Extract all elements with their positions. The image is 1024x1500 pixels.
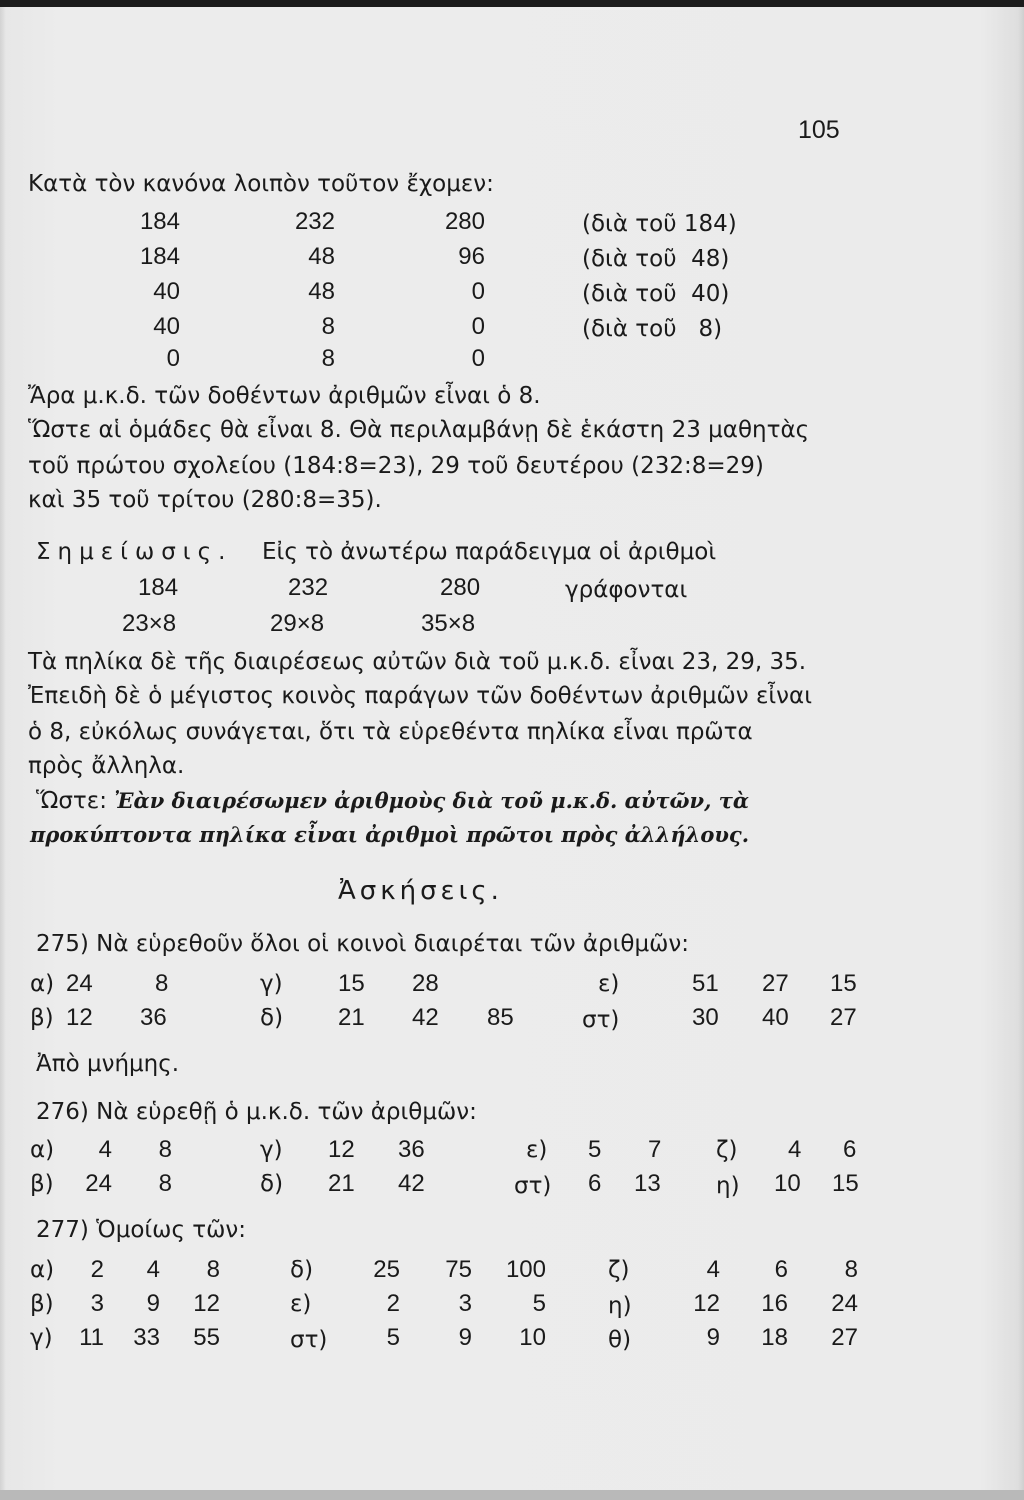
item-number: 18 xyxy=(761,1324,788,1351)
item-number: 27 xyxy=(831,1324,858,1351)
rule-prefix: Ὥστε: xyxy=(36,788,115,814)
item-number: 42 xyxy=(412,1004,439,1031)
exercise-275-title: 275) Νὰ εὑρεθοῦν ὅλοι οἱ κοινοὶ διαιρέται τῶν ἀριθμῶν: xyxy=(36,931,689,957)
item-label: στ) xyxy=(582,1007,620,1033)
item-number: 6 xyxy=(774,1256,788,1283)
remark-product: 35×8 xyxy=(421,610,476,637)
intro-line: Κατὰ τὸν κανόνα λοιπὸν τοῦτον ἔχομεν: xyxy=(28,171,494,197)
remark-number: 184 xyxy=(138,574,179,601)
item-label: α) xyxy=(30,971,55,997)
item-number: 12 xyxy=(328,1136,355,1163)
item-number: 10 xyxy=(774,1170,801,1197)
item-number: 51 xyxy=(692,970,719,997)
item-number: 9 xyxy=(706,1324,720,1351)
item-label: α) xyxy=(30,1137,55,1163)
scan-bottom-edge xyxy=(0,1490,1024,1500)
item-number: 12 xyxy=(66,1004,93,1031)
item-label: δ) xyxy=(290,1257,314,1283)
item-label: γ) xyxy=(260,1137,283,1163)
item-number: 4 xyxy=(98,1136,112,1163)
scan-top-edge xyxy=(0,0,1024,7)
item-label: στ) xyxy=(290,1327,328,1353)
exercise-276-title: 276) Νὰ εὑρεθῇ ὁ μ.κ.δ. τῶν ἀριθμῶν: xyxy=(36,1099,477,1125)
item-number: 4 xyxy=(706,1256,720,1283)
text-line: Ὥστε αἱ ὁμάδες θὰ εἶναι 8. Θὰ περιλαμβάνῃ δὲ ἑκάστη 23 μαθητὰς xyxy=(28,417,810,443)
item-number: 24 xyxy=(85,1170,112,1197)
item-number: 6 xyxy=(843,1136,857,1163)
text-line: Τὰ πηλίκα δὲ τῆς διαιρέσεως αὐτῶν διὰ τοῦ μ.κ.δ. εἶναι 23, 29, 35. xyxy=(28,649,807,675)
item-number: 30 xyxy=(692,1004,719,1031)
item-number: 42 xyxy=(398,1170,425,1197)
item-number: 21 xyxy=(328,1170,355,1197)
item-label: β) xyxy=(30,1171,54,1197)
item-label: στ) xyxy=(514,1173,552,1199)
item-number: 36 xyxy=(140,1004,167,1031)
remark-note: γράφονται xyxy=(565,577,688,603)
item-number: 15 xyxy=(832,1170,859,1197)
item-number: 21 xyxy=(338,1004,365,1031)
table-note: (διὰ τοῦ 8) xyxy=(582,316,723,342)
page-number: 105 xyxy=(798,116,840,144)
item-number: 28 xyxy=(412,970,439,997)
item-label: β) xyxy=(30,1291,54,1317)
rule-text: Ἐὰν διαιρέσωμεν ἀριθμοὺς διὰ τοῦ μ.κ.δ. αὐτῶν, τὰ xyxy=(114,788,750,813)
table-cell: 0 xyxy=(471,313,485,340)
item-number: 3 xyxy=(458,1290,472,1317)
table-cell: 184 xyxy=(139,243,180,270)
item-number: 55 xyxy=(193,1324,220,1351)
rule-line-2: προκύπτοντα πηλίκα εἶναι ἀριθμοὶ πρῶτοι πρὸς ἀλλήλους. xyxy=(30,822,750,847)
remark-text: Εἰς τὸ ἀνωτέρω παράδειγμα οἱ ἀριθμοὶ xyxy=(262,539,717,565)
table-cell: 232 xyxy=(294,208,335,235)
item-number: 27 xyxy=(830,1004,857,1031)
item-label: γ) xyxy=(260,971,283,997)
item-number: 33 xyxy=(133,1324,160,1351)
item-number: 40 xyxy=(762,1004,789,1031)
item-label: ε) xyxy=(526,1137,548,1163)
text-line: πρὸς ἄλληλα. xyxy=(28,753,185,779)
text-line: Ἐπειδὴ δὲ ὁ μέγιστος κοινὸς παράγων τῶν δοθέντων ἀριθμῶν εἶναι xyxy=(28,683,812,709)
text-line: τοῦ πρώτου σχολείου (184:8=23), 29 τοῦ δευτέρου (232:8=29) xyxy=(28,453,764,479)
item-number: 8 xyxy=(206,1256,220,1283)
item-number: 10 xyxy=(519,1324,546,1351)
item-number: 24 xyxy=(66,970,93,997)
table-cell: 184 xyxy=(139,208,180,235)
item-label: γ) xyxy=(30,1325,53,1351)
item-number: 9 xyxy=(458,1324,472,1351)
table-cell: 0 xyxy=(471,345,485,372)
table-cell: 280 xyxy=(444,208,485,235)
item-label: α) xyxy=(30,1257,55,1283)
item-number: 5 xyxy=(532,1290,546,1317)
item-number: 9 xyxy=(146,1290,160,1317)
item-label: δ) xyxy=(260,1005,284,1031)
exercises-heading: Ἀσκήσεις. xyxy=(338,876,503,906)
table-cell: 48 xyxy=(308,278,335,305)
item-label: δ) xyxy=(260,1171,284,1197)
table-cell: 8 xyxy=(321,345,335,372)
item-label: η) xyxy=(716,1173,740,1199)
item-number: 13 xyxy=(634,1170,661,1197)
item-number: 12 xyxy=(193,1290,220,1317)
item-label: β) xyxy=(30,1005,54,1031)
item-number: 2 xyxy=(90,1256,104,1283)
remark-product: 29×8 xyxy=(270,610,325,637)
item-number: 75 xyxy=(445,1256,472,1283)
item-label: η) xyxy=(608,1293,632,1319)
item-number: 8 xyxy=(158,1136,172,1163)
table-cell: 96 xyxy=(458,243,485,270)
item-label: ζ) xyxy=(608,1257,630,1283)
item-number: 4 xyxy=(788,1136,802,1163)
item-number: 4 xyxy=(146,1256,160,1283)
item-number: 11 xyxy=(79,1324,104,1351)
item-number: 3 xyxy=(90,1290,104,1317)
item-label: ζ) xyxy=(716,1137,738,1163)
item-number: 27 xyxy=(762,970,789,997)
remark-label: Σημείωσις. xyxy=(36,539,233,565)
item-number: 8 xyxy=(155,970,169,997)
exercise-277-title: 277) Ὁμοίως τῶν: xyxy=(36,1217,246,1243)
item-number: 15 xyxy=(830,970,857,997)
item-number: 15 xyxy=(338,970,365,997)
item-number: 100 xyxy=(505,1256,546,1283)
item-number: 8 xyxy=(844,1256,858,1283)
text-line: ὁ 8, εὐκόλως συνάγεται, ὅτι τὰ εὑρεθέντα πηλίκα εἶναι πρῶτα xyxy=(28,719,753,745)
item-number: 24 xyxy=(831,1290,858,1317)
table-cell: 40 xyxy=(153,278,180,305)
item-number: 85 xyxy=(487,1004,514,1031)
item-label: θ) xyxy=(608,1327,632,1353)
item-label: ε) xyxy=(598,971,620,997)
item-number: 12 xyxy=(693,1290,720,1317)
item-number: 25 xyxy=(373,1256,400,1283)
table-cell: 0 xyxy=(471,278,485,305)
item-number: 7 xyxy=(648,1136,662,1163)
text-line: Ἄρα μ.κ.δ. τῶν δοθέντων ἀριθμῶν εἶναι ὁ 8. xyxy=(28,383,541,409)
item-number: 5 xyxy=(588,1136,602,1163)
table-note: (διὰ τοῦ 40) xyxy=(582,281,730,307)
item-number: 5 xyxy=(386,1324,400,1351)
text-line: καὶ 35 τοῦ τρίτου (280:8=35). xyxy=(28,487,382,513)
remark-number: 232 xyxy=(288,574,329,601)
item-number: 36 xyxy=(398,1136,425,1163)
table-cell: 8 xyxy=(321,313,335,340)
item-label: ε) xyxy=(290,1291,312,1317)
remark-product: 23×8 xyxy=(122,610,177,637)
item-number: 8 xyxy=(158,1170,172,1197)
item-number: 6 xyxy=(588,1170,602,1197)
table-note: (διὰ τοῦ 48) xyxy=(582,246,730,272)
remark-number: 280 xyxy=(440,574,481,601)
from-memory-label: Ἀπὸ μνήμης. xyxy=(36,1051,180,1077)
table-cell: 40 xyxy=(153,313,180,340)
table-note: (διὰ τοῦ 184) xyxy=(582,211,737,237)
rule-line-1 xyxy=(36,787,749,815)
item-number: 16 xyxy=(761,1290,788,1317)
table-cell: 48 xyxy=(308,243,335,270)
item-number: 2 xyxy=(386,1290,400,1317)
table-cell: 0 xyxy=(166,345,180,372)
